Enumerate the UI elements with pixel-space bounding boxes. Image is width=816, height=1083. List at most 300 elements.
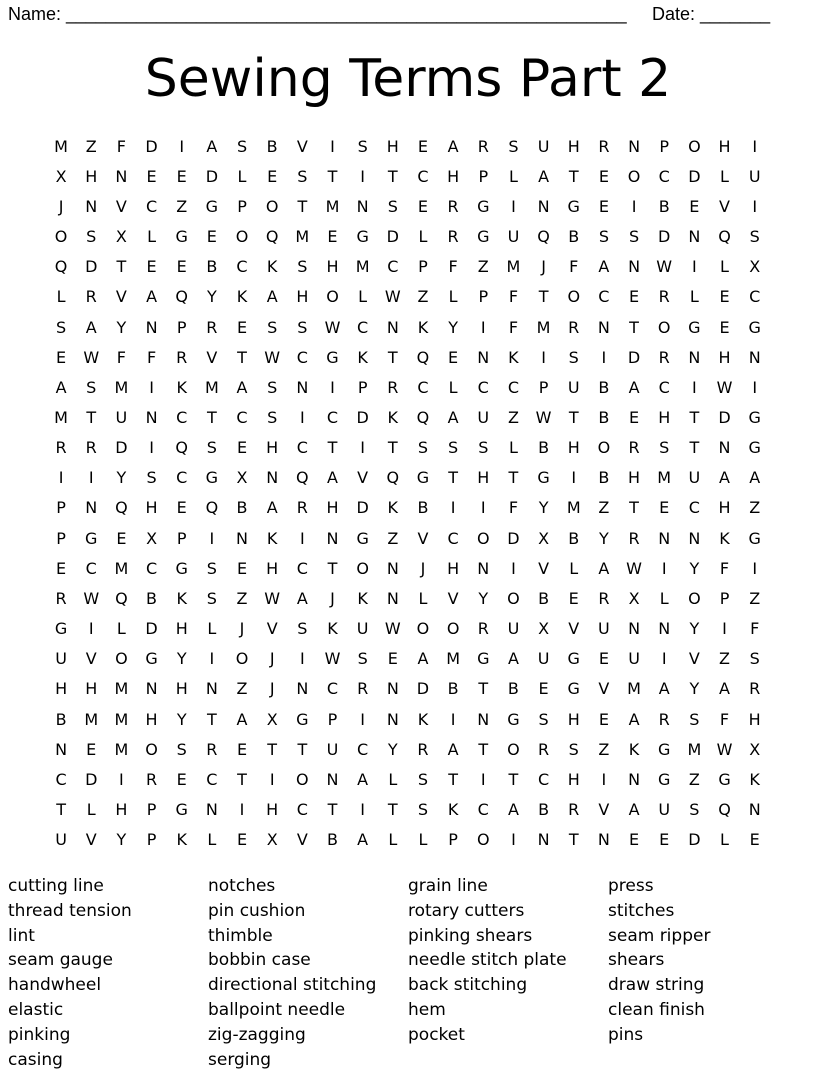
grid-letter[interactable]: Q [115, 588, 128, 608]
grid-letter[interactable]: I [209, 649, 215, 669]
grid-letter[interactable]: N [628, 769, 641, 789]
grid-letter[interactable]: L [448, 377, 458, 397]
grid-letter[interactable]: P [448, 830, 458, 850]
grid-letter[interactable]: R [598, 588, 610, 608]
grid-letter[interactable]: M [114, 709, 129, 729]
grid-letter[interactable]: M [325, 196, 340, 216]
grid-letter[interactable]: M [687, 739, 702, 759]
grid-letter[interactable]: I [661, 649, 667, 669]
grid-letter[interactable]: H [567, 709, 580, 729]
grid-letter[interactable]: H [718, 136, 731, 156]
grid-letter[interactable]: I [299, 407, 305, 427]
grid-letter[interactable]: P [56, 528, 66, 548]
grid-letter[interactable]: Z [85, 136, 97, 156]
grid-letter[interactable]: H [266, 800, 279, 820]
grid-letter[interactable]: P [719, 588, 730, 608]
grid-letter[interactable]: W [384, 287, 401, 307]
grid-letter[interactable]: O [507, 739, 520, 759]
grid-letter[interactable]: T [237, 347, 247, 367]
grid-letter[interactable]: W [656, 257, 673, 277]
grid-letter[interactable]: L [418, 588, 428, 608]
grid-letter[interactable]: U [537, 649, 550, 669]
grid-letter[interactable]: K [266, 257, 278, 277]
grid-letter[interactable]: C [357, 739, 369, 759]
grid-letter[interactable]: X [538, 528, 550, 548]
grid-letter[interactable]: W [324, 317, 341, 337]
grid-letter[interactable]: M [295, 227, 310, 247]
grid-letter[interactable]: E [628, 407, 640, 427]
grid-letter[interactable]: W [83, 347, 100, 367]
grid-letter[interactable]: L [358, 287, 368, 307]
grid-letter[interactable]: N [537, 830, 550, 850]
grid-letter[interactable]: H [628, 468, 641, 488]
grid-letter[interactable]: E [146, 166, 157, 186]
grid-letter[interactable]: I [601, 347, 607, 367]
grid-letter[interactable]: K [357, 588, 368, 608]
grid-letter[interactable]: A [357, 830, 369, 850]
grid-letter[interactable]: X [538, 619, 550, 639]
grid-letter[interactable]: M [566, 498, 581, 518]
grid-letter[interactable]: P [478, 287, 489, 307]
grid-letter[interactable]: M [657, 468, 672, 488]
grid-letter[interactable]: G [477, 227, 490, 247]
grid-letter[interactable]: A [417, 649, 429, 669]
grid-letter[interactable]: O [235, 649, 249, 669]
grid-letter[interactable]: Y [478, 588, 489, 608]
grid-letter[interactable]: N [477, 347, 490, 367]
grid-letter[interactable]: N [386, 709, 399, 729]
grid-letter[interactable]: F [508, 317, 519, 337]
grid-letter[interactable]: S [86, 377, 97, 397]
grid-letter[interactable]: C [296, 800, 308, 820]
grid-letter[interactable]: H [266, 558, 279, 578]
grid-letter[interactable]: K [749, 769, 760, 789]
grid-letter[interactable]: K [176, 830, 187, 850]
grid-letter[interactable]: O [688, 136, 701, 156]
grid-letter[interactable]: U [477, 407, 490, 427]
grid-letter[interactable]: E [448, 347, 459, 367]
grid-letter[interactable]: K [417, 317, 429, 337]
grid-letter[interactable]: C [507, 377, 519, 397]
grid-letter[interactable]: O [115, 649, 128, 669]
grid-letter[interactable]: S [417, 769, 429, 789]
grid-letter[interactable]: R [628, 528, 640, 548]
grid-letter[interactable]: W [264, 347, 281, 367]
grid-letter[interactable]: S [86, 227, 97, 247]
grid-letter[interactable]: X [628, 588, 640, 608]
grid-letter[interactable]: T [297, 739, 308, 759]
grid-letter[interactable]: S [628, 227, 640, 247]
grid-letter[interactable]: R [658, 287, 670, 307]
grid-letter[interactable]: N [205, 800, 218, 820]
grid-letter[interactable]: O [567, 287, 581, 307]
grid-letter[interactable]: E [749, 830, 760, 850]
grid-letter[interactable]: O [688, 588, 701, 608]
grid-letter[interactable]: T [689, 438, 700, 458]
grid-letter[interactable]: F [719, 558, 730, 578]
grid-letter[interactable]: H [175, 679, 188, 699]
grid-letter[interactable]: S [417, 800, 429, 820]
grid-letter[interactable]: B [568, 528, 580, 548]
grid-letter[interactable]: N [688, 528, 701, 548]
grid-letter[interactable]: I [209, 528, 215, 548]
grid-letter[interactable]: Z [598, 739, 610, 759]
grid-letter[interactable]: Q [386, 468, 400, 488]
grid-letter[interactable]: R [447, 227, 459, 247]
grid-letter[interactable]: D [145, 136, 158, 156]
grid-letter[interactable]: H [567, 136, 580, 156]
grid-letter[interactable]: U [356, 619, 369, 639]
grid-letter[interactable]: Y [387, 739, 398, 759]
grid-letter[interactable]: S [448, 438, 459, 458]
grid-letter[interactable]: A [749, 468, 761, 488]
grid-letter[interactable]: C [296, 347, 308, 367]
grid-letter[interactable]: C [417, 377, 429, 397]
grid-letter[interactable]: Q [115, 498, 128, 518]
grid-letter[interactable]: Q [175, 438, 188, 458]
grid-letter[interactable]: A [447, 136, 459, 156]
grid-letter[interactable]: E [659, 830, 670, 850]
grid-letter[interactable]: C [326, 407, 339, 427]
grid-letter[interactable]: G [205, 196, 219, 216]
grid-letter[interactable]: N [266, 468, 279, 488]
grid-letter[interactable]: G [507, 709, 520, 729]
grid-letter[interactable]: B [447, 679, 459, 699]
grid-letter[interactable]: D [658, 227, 671, 247]
grid-letter[interactable]: B [658, 196, 670, 216]
grid-letter[interactable]: I [360, 166, 365, 186]
grid-letter[interactable]: E [86, 739, 97, 759]
grid-letter[interactable]: T [116, 257, 127, 277]
grid-letter[interactable]: Q [416, 407, 430, 427]
grid-letter[interactable]: Y [176, 649, 187, 669]
grid-letter[interactable]: U [748, 166, 761, 186]
grid-letter[interactable]: I [330, 136, 335, 156]
grid-letter[interactable]: V [296, 830, 308, 850]
grid-letter[interactable]: U [507, 227, 520, 247]
grid-letter[interactable]: H [386, 136, 399, 156]
grid-letter[interactable]: U [537, 136, 550, 156]
grid-letter[interactable]: F [116, 347, 126, 367]
grid-letter[interactable]: E [176, 166, 187, 186]
grid-letter[interactable]: N [145, 679, 158, 699]
grid-letter[interactable]: W [384, 619, 401, 639]
grid-letter[interactable]: A [357, 769, 369, 789]
grid-letter[interactable]: V [115, 196, 127, 216]
grid-letter[interactable]: R [206, 317, 218, 337]
grid-letter[interactable]: H [55, 679, 68, 699]
grid-letter[interactable]: M [84, 709, 99, 729]
grid-letter[interactable]: R [417, 739, 429, 759]
grid-letter[interactable]: E [236, 739, 248, 759]
grid-letter[interactable]: O [476, 528, 490, 548]
grid-letter[interactable]: U [688, 468, 701, 488]
grid-letter[interactable]: A [296, 588, 308, 608]
grid-letter[interactable]: Z [719, 649, 730, 669]
grid-letter[interactable]: E [176, 769, 187, 789]
grid-letter[interactable]: H [145, 709, 158, 729]
grid-letter[interactable]: Z [507, 407, 519, 427]
grid-letter[interactable]: L [720, 166, 729, 186]
grid-letter[interactable]: L [448, 287, 458, 307]
grid-letter[interactable]: B [568, 227, 580, 247]
grid-letter[interactable]: H [326, 257, 339, 277]
grid-letter[interactable]: N [597, 317, 610, 337]
grid-letter[interactable]: B [146, 588, 158, 608]
grid-letter[interactable]: V [266, 619, 278, 639]
grid-letter[interactable]: E [538, 679, 549, 699]
grid-letter[interactable]: A [507, 649, 519, 669]
grid-letter[interactable]: P [327, 709, 338, 729]
grid-letter[interactable]: I [239, 800, 245, 820]
grid-letter[interactable]: T [538, 287, 549, 307]
grid-letter[interactable]: K [387, 407, 399, 427]
grid-letter[interactable]: S [417, 438, 429, 458]
grid-letter[interactable]: S [176, 739, 187, 759]
grid-letter[interactable]: J [541, 257, 546, 277]
grid-letter[interactable]: O [356, 558, 369, 578]
grid-letter[interactable]: E [598, 166, 609, 186]
grid-letter[interactable]: E [236, 438, 248, 458]
grid-letter[interactable]: O [416, 619, 430, 639]
grid-letter[interactable]: G [748, 317, 761, 337]
grid-letter[interactable]: D [718, 407, 731, 427]
grid-letter[interactable]: R [749, 679, 761, 699]
grid-letter[interactable]: S [478, 438, 489, 458]
grid-letter[interactable]: H [748, 709, 761, 729]
grid-letter[interactable]: L [147, 227, 156, 247]
grid-letter[interactable]: M [506, 257, 521, 277]
grid-letter[interactable]: D [507, 528, 520, 548]
grid-letter[interactable]: N [628, 619, 641, 639]
grid-letter[interactable]: V [417, 528, 429, 548]
grid-letter[interactable]: N [386, 588, 399, 608]
grid-letter[interactable]: I [480, 317, 486, 337]
grid-letter[interactable]: I [541, 347, 546, 367]
grid-letter[interactable]: T [327, 800, 338, 820]
grid-letter[interactable]: R [568, 800, 580, 820]
grid-letter[interactable]: R [357, 679, 369, 699]
grid-letter[interactable]: I [149, 438, 154, 458]
grid-letter[interactable]: I [149, 377, 154, 397]
grid-letter[interactable]: P [176, 317, 187, 337]
grid-letter[interactable]: K [357, 347, 368, 367]
grid-letter[interactable]: H [266, 438, 279, 458]
grid-letter[interactable]: H [296, 287, 309, 307]
grid-letter[interactable]: V [357, 468, 369, 488]
grid-letter[interactable]: Q [718, 227, 731, 247]
grid-letter[interactable]: Z [749, 498, 761, 518]
grid-letter[interactable]: T [387, 800, 398, 820]
grid-letter[interactable]: R [85, 438, 97, 458]
grid-letter[interactable]: S [538, 709, 549, 729]
grid-letter[interactable]: C [658, 166, 670, 186]
grid-letter[interactable]: P [176, 528, 187, 548]
grid-letter[interactable]: I [450, 709, 456, 729]
grid-letter[interactable]: Z [688, 769, 700, 789]
grid-letter[interactable]: T [568, 830, 579, 850]
grid-letter[interactable]: I [299, 528, 305, 548]
grid-letter[interactable]: Q [205, 498, 219, 518]
grid-letter[interactable]: Y [538, 498, 549, 518]
grid-letter[interactable]: M [536, 317, 551, 337]
grid-letter[interactable]: C [176, 468, 188, 488]
grid-letter[interactable]: D [85, 769, 98, 789]
grid-letter[interactable]: P [357, 377, 368, 397]
grid-letter[interactable]: E [628, 830, 640, 850]
grid-letter[interactable]: K [417, 709, 429, 729]
grid-letter[interactable]: L [569, 558, 579, 578]
grid-letter[interactable]: Z [236, 679, 248, 699]
grid-letter[interactable]: K [176, 588, 187, 608]
grid-letter[interactable]: Q [718, 800, 731, 820]
grid-letter[interactable]: P [418, 257, 428, 277]
grid-letter[interactable]: D [145, 619, 158, 639]
grid-letter[interactable]: Q [265, 227, 279, 247]
grid-letter[interactable]: Y [448, 317, 458, 337]
grid-letter[interactable]: Y [116, 317, 127, 337]
grid-letter[interactable]: P [659, 136, 670, 156]
grid-letter[interactable]: I [360, 709, 365, 729]
grid-letter[interactable]: F [448, 257, 458, 277]
grid-letter[interactable]: E [598, 196, 609, 216]
grid-letter[interactable]: W [535, 407, 552, 427]
grid-letter[interactable]: H [718, 347, 731, 367]
grid-letter[interactable]: S [297, 257, 308, 277]
grid-letter[interactable]: S [387, 196, 398, 216]
grid-letter[interactable]: B [236, 498, 248, 518]
grid-letter[interactable]: N [236, 528, 248, 548]
grid-letter[interactable]: W [716, 739, 733, 759]
grid-letter[interactable]: Z [477, 257, 489, 277]
grid-letter[interactable]: T [327, 558, 338, 578]
grid-letter[interactable]: M [54, 136, 68, 156]
grid-letter[interactable]: B [417, 498, 429, 518]
grid-letter[interactable]: C [145, 558, 158, 578]
grid-letter[interactable]: G [175, 558, 188, 578]
grid-letter[interactable]: R [85, 287, 97, 307]
grid-letter[interactable]: C [236, 257, 248, 277]
grid-letter[interactable]: D [688, 166, 701, 186]
grid-letter[interactable]: W [264, 588, 281, 608]
grid-letter[interactable]: N [537, 196, 550, 216]
grid-letter[interactable]: O [627, 166, 641, 186]
grid-letter[interactable]: A [538, 166, 550, 186]
grid-letter[interactable]: J [58, 196, 64, 216]
grid-letter[interactable]: F [146, 347, 157, 367]
grid-letter[interactable]: E [267, 166, 278, 186]
grid-letter[interactable]: U [55, 649, 67, 669]
grid-letter[interactable]: V [568, 619, 580, 639]
grid-letter[interactable]: C [598, 287, 610, 307]
grid-letter[interactable]: I [58, 468, 64, 488]
grid-letter[interactable]: S [749, 227, 760, 247]
grid-letter[interactable]: S [689, 800, 700, 820]
grid-letter[interactable]: X [55, 166, 67, 186]
grid-letter[interactable]: C [357, 317, 369, 337]
grid-letter[interactable]: A [447, 739, 459, 759]
grid-letter[interactable]: U [628, 649, 640, 669]
grid-letter[interactable]: P [237, 196, 247, 216]
grid-letter[interactable]: B [538, 800, 550, 820]
grid-letter[interactable]: P [478, 166, 489, 186]
grid-letter[interactable]: S [297, 317, 308, 337]
grid-letter[interactable]: N [477, 558, 490, 578]
grid-letter[interactable]: R [387, 377, 399, 397]
grid-letter[interactable]: Y [689, 619, 700, 639]
grid-letter[interactable]: N [85, 196, 98, 216]
grid-letter[interactable]: N [356, 196, 369, 216]
grid-letter[interactable]: H [477, 468, 490, 488]
grid-letter[interactable]: P [146, 800, 157, 820]
grid-letter[interactable]: V [719, 196, 730, 216]
grid-letter[interactable]: T [629, 498, 639, 518]
grid-letter[interactable]: N [658, 528, 671, 548]
grid-letter[interactable]: Z [176, 196, 188, 216]
grid-letter[interactable]: H [567, 438, 580, 458]
grid-letter[interactable]: T [508, 468, 519, 488]
grid-letter[interactable]: N [688, 347, 701, 367]
grid-letter[interactable]: D [356, 498, 369, 518]
grid-letter[interactable]: C [749, 287, 761, 307]
grid-letter[interactable]: I [752, 558, 758, 578]
grid-letter[interactable]: G [145, 649, 158, 669]
grid-letter[interactable]: E [628, 287, 640, 307]
grid-letter[interactable]: L [508, 166, 518, 186]
grid-letter[interactable]: O [657, 317, 671, 337]
grid-letter[interactable]: N [628, 257, 641, 277]
grid-letter[interactable]: X [749, 257, 761, 277]
grid-letter[interactable]: W [83, 588, 100, 608]
grid-letter[interactable]: U [55, 830, 67, 850]
grid-letter[interactable]: A [719, 468, 730, 488]
grid-letter[interactable]: U [567, 377, 580, 397]
grid-letter[interactable]: G [748, 407, 761, 427]
grid-letter[interactable]: A [236, 709, 248, 729]
grid-letter[interactable]: B [266, 136, 278, 156]
grid-letter[interactable]: V [598, 800, 610, 820]
grid-letter[interactable]: V [538, 558, 550, 578]
grid-letter[interactable]: L [56, 287, 66, 307]
grid-letter[interactable]: S [56, 317, 67, 337]
grid-letter[interactable]: T [629, 317, 639, 337]
grid-letter[interactable]: C [236, 407, 248, 427]
grid-letter[interactable]: I [299, 649, 305, 669]
grid-letter[interactable]: O [235, 227, 249, 247]
grid-letter[interactable]: I [330, 377, 335, 397]
grid-letter[interactable]: A [85, 317, 97, 337]
grid-letter[interactable]: G [537, 468, 550, 488]
grid-letter[interactable]: C [55, 769, 67, 789]
grid-letter[interactable]: V [85, 830, 97, 850]
grid-letter[interactable]: G [748, 438, 761, 458]
grid-letter[interactable]: E [417, 196, 428, 216]
grid-letter[interactable]: T [568, 407, 579, 427]
grid-letter[interactable]: F [719, 709, 730, 729]
grid-letter[interactable]: Y [689, 679, 700, 699]
grid-letter[interactable]: Z [417, 287, 429, 307]
grid-letter[interactable]: O [597, 438, 611, 458]
grid-letter[interactable]: Z [598, 498, 610, 518]
grid-letter[interactable]: G [658, 769, 671, 789]
grid-letter[interactable]: H [658, 407, 671, 427]
grid-letter[interactable]: T [56, 800, 66, 820]
grid-letter[interactable]: C [688, 498, 700, 518]
grid-letter[interactable]: C [326, 679, 339, 699]
grid-letter[interactable]: G [416, 468, 430, 488]
grid-letter[interactable]: I [752, 377, 758, 397]
grid-letter[interactable]: T [387, 166, 398, 186]
